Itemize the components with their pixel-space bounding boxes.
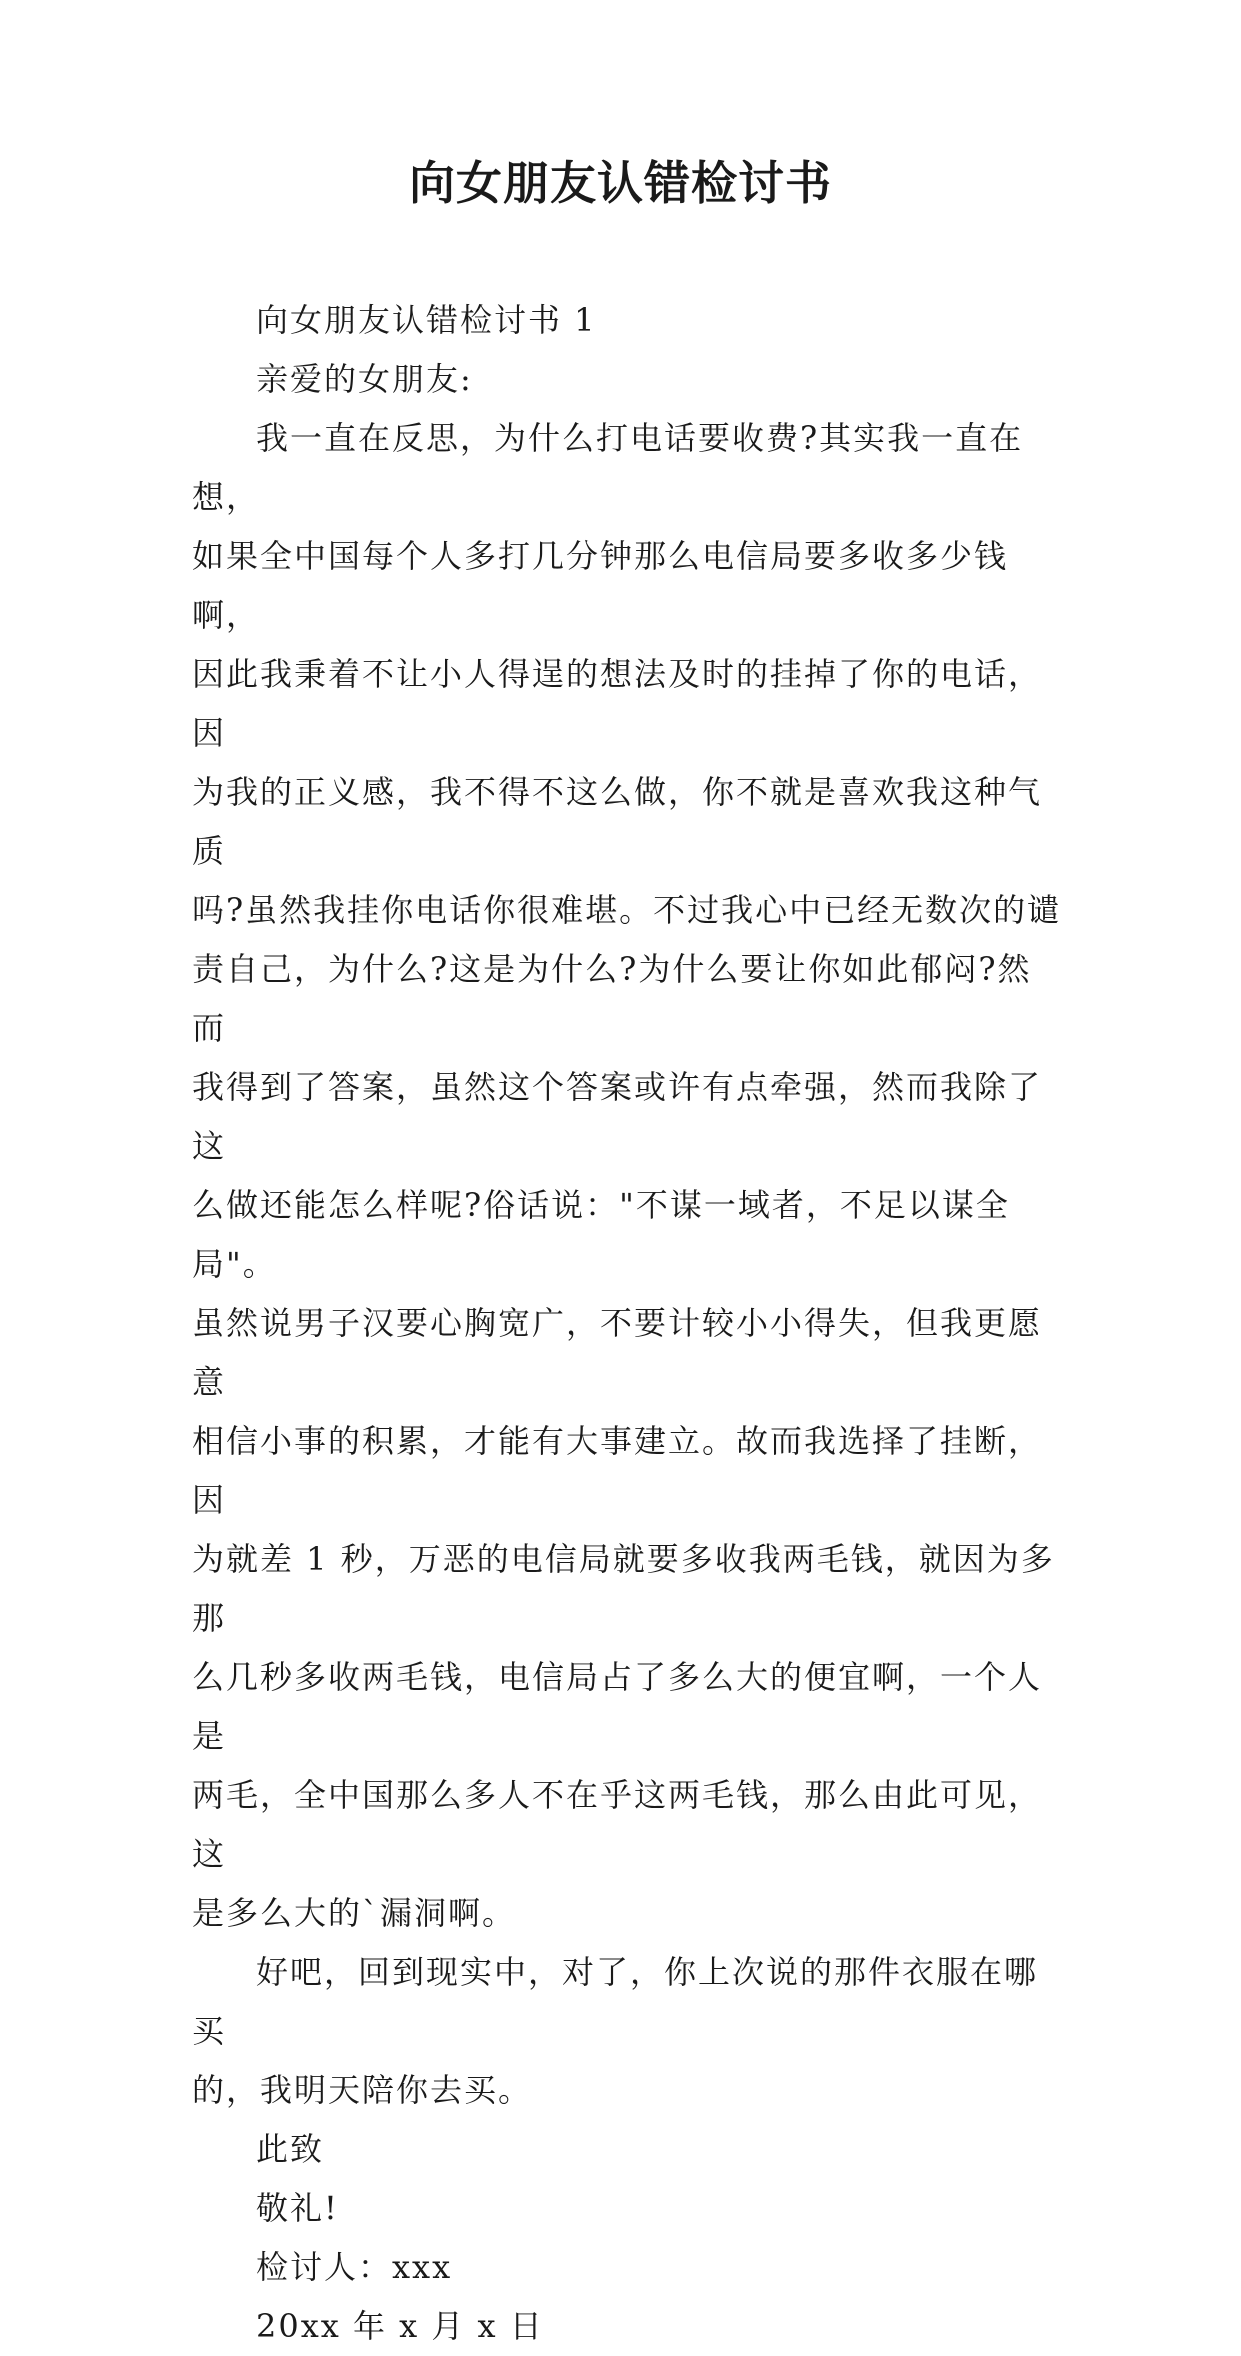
salutation: 亲爱的女朋友:: [256, 360, 473, 398]
paragraph-line: 责自己，为什么?这是为什么?为什么要让你如此郁闷?然而: [192, 950, 1032, 1047]
document-title: 向女朋友认错检讨书: [409, 156, 832, 210]
paragraph-line: 么几秒多收两毛钱，电信局占了多么大的便宜啊，一个人是: [192, 1658, 1043, 1755]
paragraph-line: 我一直在反思，为什么打电话要收费?其实我一直在想，: [192, 419, 1024, 516]
paragraph-line: 为我的正义感，我不得不这么做，你不就是喜欢我这种气质: [192, 773, 1043, 870]
paragraph-line: 吗?虽然我挂你电话你很难堪。不过我心中已经无数次的谴: [192, 891, 1062, 929]
paragraph-line: 我得到了答案，虽然这个答案或许有点牵强，然而我除了这: [192, 1068, 1043, 1165]
paragraph-line: 的，我明天陪你去买。: [192, 2071, 533, 2109]
paragraph-line: 么做还能怎么样呢?俗话说："不谋一域者，不足以谋全局"。: [192, 1186, 1010, 1283]
date: 20xx 年 x 月 x 日: [256, 2307, 544, 2345]
paragraph-line: 两毛，全中国那么多人不在乎这两毛钱，那么由此可见，这: [192, 1776, 1043, 1873]
paragraph-line: 因此我秉着不让小人得逞的想法及时的挂掉了你的电话，因: [192, 655, 1043, 752]
paragraph-line: 相信小事的积累，才能有大事建立。故而我选择了挂断，因: [192, 1422, 1043, 1519]
document-body: [192, 291, 1062, 2356]
paragraph-line: 为就差 1 秒，万恶的电信局就要多收我两毛钱，就因为多那: [192, 1540, 1055, 1637]
paragraph-line: 虽然说男子汉要心胸宽广，不要计较小小得失，但我更愿意: [192, 1304, 1043, 1401]
subtitle: 向女朋友认错检讨书 1: [256, 301, 597, 339]
signer: 检讨人：xxx: [256, 2248, 453, 2286]
closing-line: 敬礼!: [256, 2189, 339, 2227]
closing-line: 此致: [256, 2130, 325, 2168]
paragraph-line: 是多么大的`漏洞啊。: [192, 1894, 517, 1932]
paragraph-line: 好吧，回到现实中，对了，你上次说的那件衣服在哪买: [192, 1953, 1039, 2050]
paragraph-line: 如果全中国每个人多打几分钟那么电信局要多收多少钱啊，: [192, 537, 1009, 634]
